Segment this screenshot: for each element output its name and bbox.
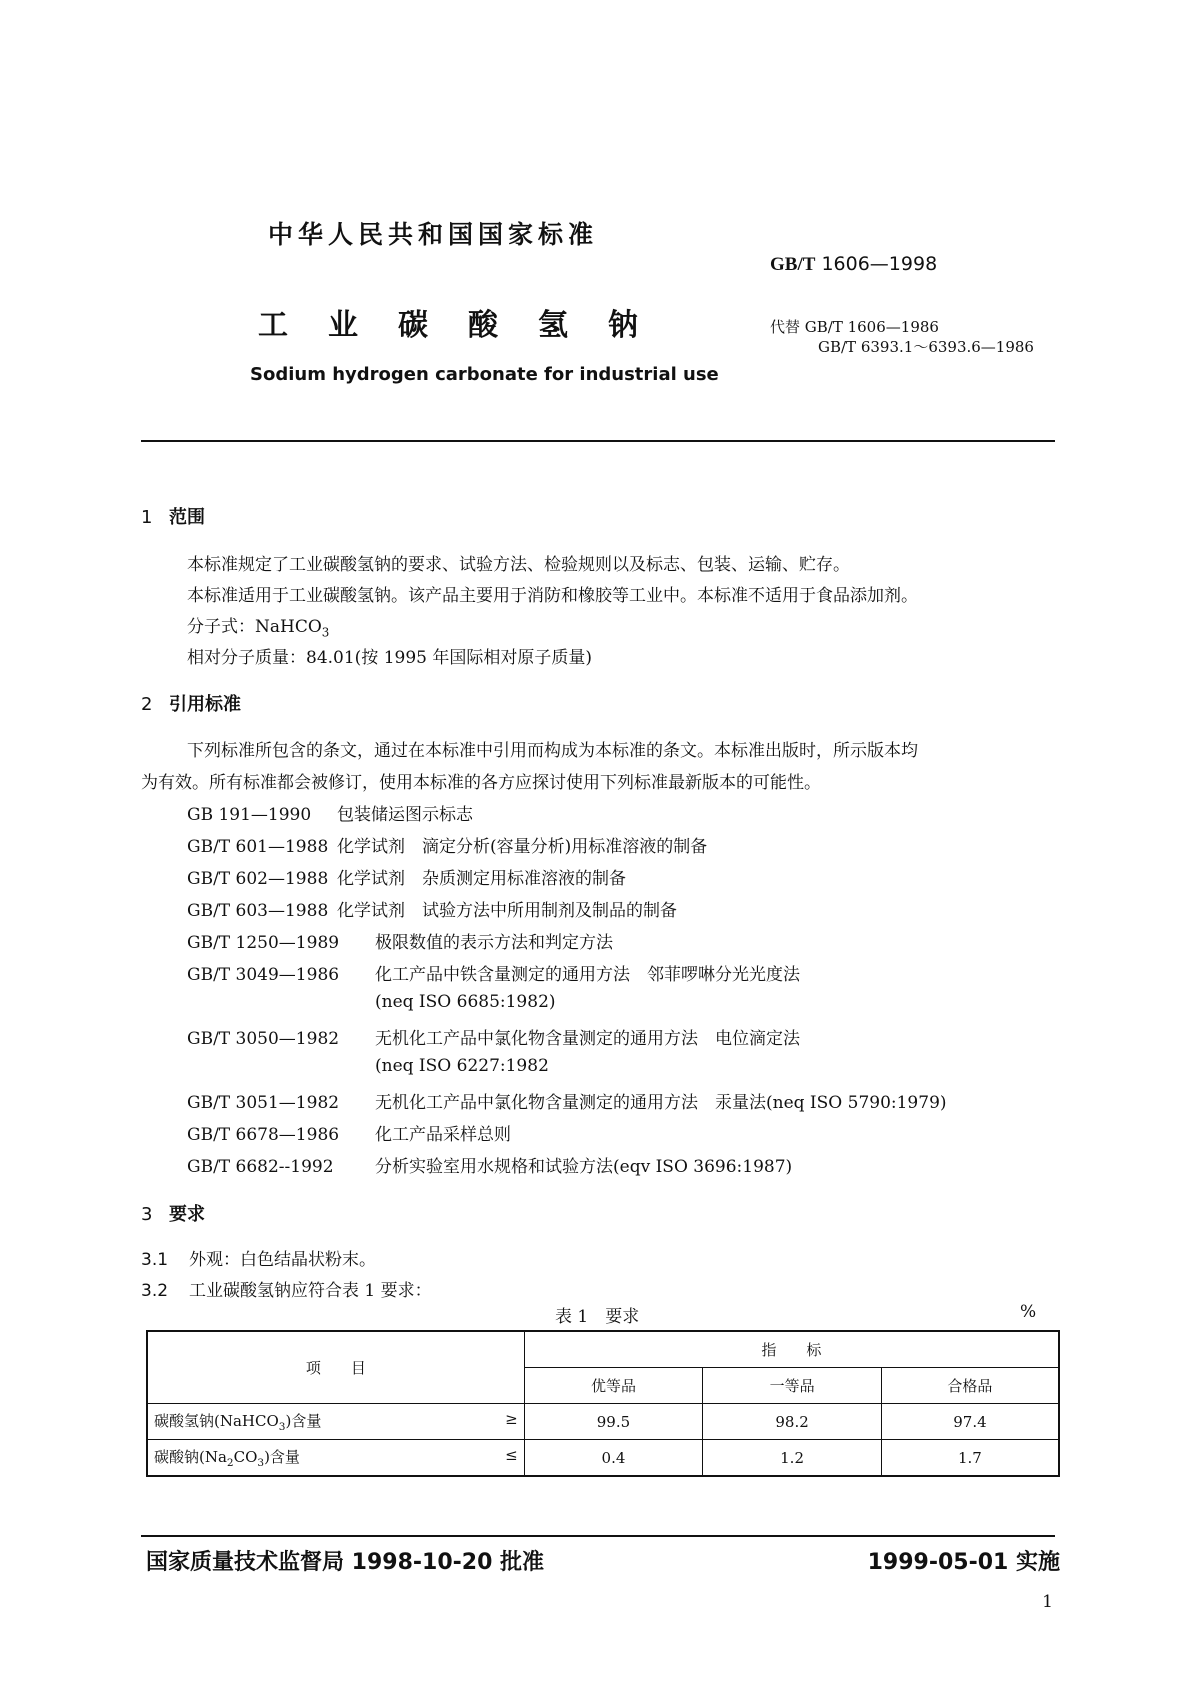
section-1-heading: [141, 503, 205, 529]
reference-code: GB/T 1250—1989: [187, 933, 340, 953]
national-standard-heading: 中华人民共和国国家标准: [268, 220, 599, 249]
requirements-table: [146, 1330, 1060, 1477]
row-item-subscript: 2: [226, 1457, 234, 1469]
section-3-heading: [141, 1200, 205, 1226]
approval-statement: 国家质量技术监督局 1998-10-20 批准: [146, 1550, 545, 1575]
row-value: 99.5: [524, 1404, 703, 1440]
section-2-number: 2: [141, 694, 153, 715]
row-item: [147, 1404, 524, 1440]
reference-item: [187, 1024, 800, 1049]
reference-code: GB 191—1990: [187, 805, 312, 825]
reference-code: GB/T 601—1988: [187, 837, 329, 857]
reference-item: [187, 1152, 792, 1177]
clause-3-1-number: 3.1: [141, 1250, 169, 1270]
clause-3-2: [141, 1276, 432, 1301]
section-1-paragraph-2: 本标准适用于工业碳酸氢钠。该产品主要用于消防和橡胶等工业中。本标准不适用于食品添加剂。: [187, 586, 918, 606]
reference-item: [187, 928, 613, 953]
reference-code: GB/T 3049—1986: [187, 965, 340, 985]
reference-title: 极限数值的表示方法和判定方法: [375, 933, 613, 953]
reference-title: 分析实验室用水规格和试验方法(eqv ISO 3696:1987): [375, 1157, 793, 1177]
row-comparison-symbol: ≥: [505, 1410, 518, 1428]
section-2-intro-line-1: 下列标准所包含的条文，通过在本标准中引用而构成为本标准的条文。本标准出版时，所示版本均: [187, 741, 918, 761]
grade-qualified: 合格品: [881, 1368, 1059, 1404]
section-1-number: 1: [141, 507, 153, 528]
reference-title: 化工产品中铁含量测定的通用方法 邻菲啰啉分光光度法: [375, 965, 800, 985]
grade-first: 一等品: [703, 1368, 882, 1404]
row-item-mid: CO: [233, 1448, 258, 1466]
table-header-row: [147, 1331, 1059, 1368]
molecular-mass: 相对分子质量：84.01(按 1995 年国际相对原子质量): [187, 648, 593, 668]
replaces-block: [770, 317, 1034, 357]
reference-title: 化学试剂 滴定分析(容量分析)用标准溶液的制备: [337, 837, 708, 857]
reference-code: GB/T 6678—1986: [187, 1125, 340, 1145]
row-value: 0.4: [524, 1440, 703, 1477]
reference-title: 无机化工产品中氯化物含量测定的通用方法 汞量法(neq ISO 5790:1979): [375, 1093, 947, 1113]
reference-item: [187, 864, 626, 889]
row-value: 1.7: [881, 1440, 1059, 1477]
reference-item: [187, 1120, 511, 1145]
standard-code-number: 1606—1998: [821, 253, 938, 275]
page-number: 1: [1042, 1592, 1053, 1612]
reference-item: [187, 960, 800, 985]
row-value: 98.2: [703, 1404, 882, 1440]
reference-code: GB/T 3050—1982: [187, 1029, 340, 1049]
reference-title: 化学试剂 杂质测定用标准溶液的制备: [337, 869, 626, 889]
row-item-tail: )含量: [285, 1412, 322, 1430]
table-row: [147, 1404, 1059, 1440]
reference-code: GB/T 603—1988: [187, 901, 329, 921]
molecular-formula-subscript: 3: [321, 625, 330, 640]
row-value: 97.4: [881, 1404, 1059, 1440]
header-divider: [141, 440, 1055, 442]
replaces-line-1: 代替 GB/T 1606—1986: [770, 318, 939, 336]
reference-note: (neq ISO 6227:1982: [375, 1056, 549, 1076]
clause-3-2-number: 3.2: [141, 1281, 169, 1301]
standard-code-prefix: GB/T: [770, 254, 816, 275]
footer-divider: [141, 1535, 1055, 1537]
molecular-formula-label: 分子式：NaHCO: [187, 617, 322, 637]
row-item: [147, 1440, 524, 1477]
section-3-title: 要求: [169, 1204, 205, 1225]
reference-title: 无机化工产品中氯化物含量测定的通用方法 电位滴定法: [375, 1029, 800, 1049]
row-item-subscript: 3: [278, 1421, 286, 1433]
section-1-paragraph-1: 本标准规定了工业碳酸氢钠的要求、试验方法、检验规则以及标志、包装、运输、贮存。: [187, 555, 850, 575]
reference-title: 化学试剂 试验方法中所用制剂及制品的制备: [337, 901, 677, 921]
section-3-number: 3: [141, 1204, 153, 1225]
reference-code: GB/T 6682--1992: [187, 1157, 334, 1177]
row-item-name: 碳酸氢钠(NaHCO: [154, 1412, 279, 1430]
grade-superior: 优等品: [524, 1368, 703, 1404]
reference-title: 化工产品采样总则: [375, 1125, 511, 1145]
reference-item: [187, 896, 677, 921]
header-item: 项 目: [147, 1331, 524, 1404]
clause-3-2-text: 工业碳酸氢钠应符合表 1 要求：: [189, 1281, 432, 1301]
reference-item: [187, 800, 473, 825]
document-title: 工业碳酸氢钠: [258, 308, 678, 343]
implementation-date: 1999-05-01 实施: [867, 1550, 1060, 1575]
table-caption: 表 1 要求: [555, 1307, 640, 1327]
header-index: 指 标: [524, 1331, 1059, 1368]
standard-code: [770, 253, 937, 276]
clause-3-1-text: 外观：白色结晶状粉末。: [189, 1250, 376, 1270]
row-item-name: 碳酸钠(Na: [154, 1448, 227, 1466]
section-2-intro-line-2: 为有效。所有标准都会被修订，使用本标准的各方应探讨使用下列标准最新版本的可能性。: [141, 773, 821, 793]
row-item-subscript-2: 3: [257, 1457, 265, 1469]
molecular-formula: [187, 612, 329, 639]
reference-note: (neq ISO 6685:1982): [375, 992, 556, 1012]
reference-item: [187, 832, 707, 857]
replaces-line-2: GB/T 6393.1～6393.6—1986: [818, 338, 1034, 356]
reference-title: 包装储运图示标志: [337, 805, 473, 825]
reference-item: [187, 1088, 947, 1113]
section-2-heading: [141, 690, 241, 716]
clause-3-1: [141, 1245, 376, 1270]
english-title: Sodium hydrogen carbonate for industrial use: [250, 364, 719, 385]
table-row: [147, 1440, 1059, 1477]
reference-code: GB/T 3051—1982: [187, 1093, 340, 1113]
row-comparison-symbol: ≤: [505, 1446, 518, 1464]
section-2-title: 引用标准: [169, 694, 241, 715]
table-unit: %: [1020, 1302, 1037, 1322]
section-1-title: 范围: [169, 507, 205, 528]
row-item-tail: )含量: [264, 1448, 300, 1466]
row-value: 1.2: [703, 1440, 882, 1477]
reference-code: GB/T 602—1988: [187, 869, 329, 889]
